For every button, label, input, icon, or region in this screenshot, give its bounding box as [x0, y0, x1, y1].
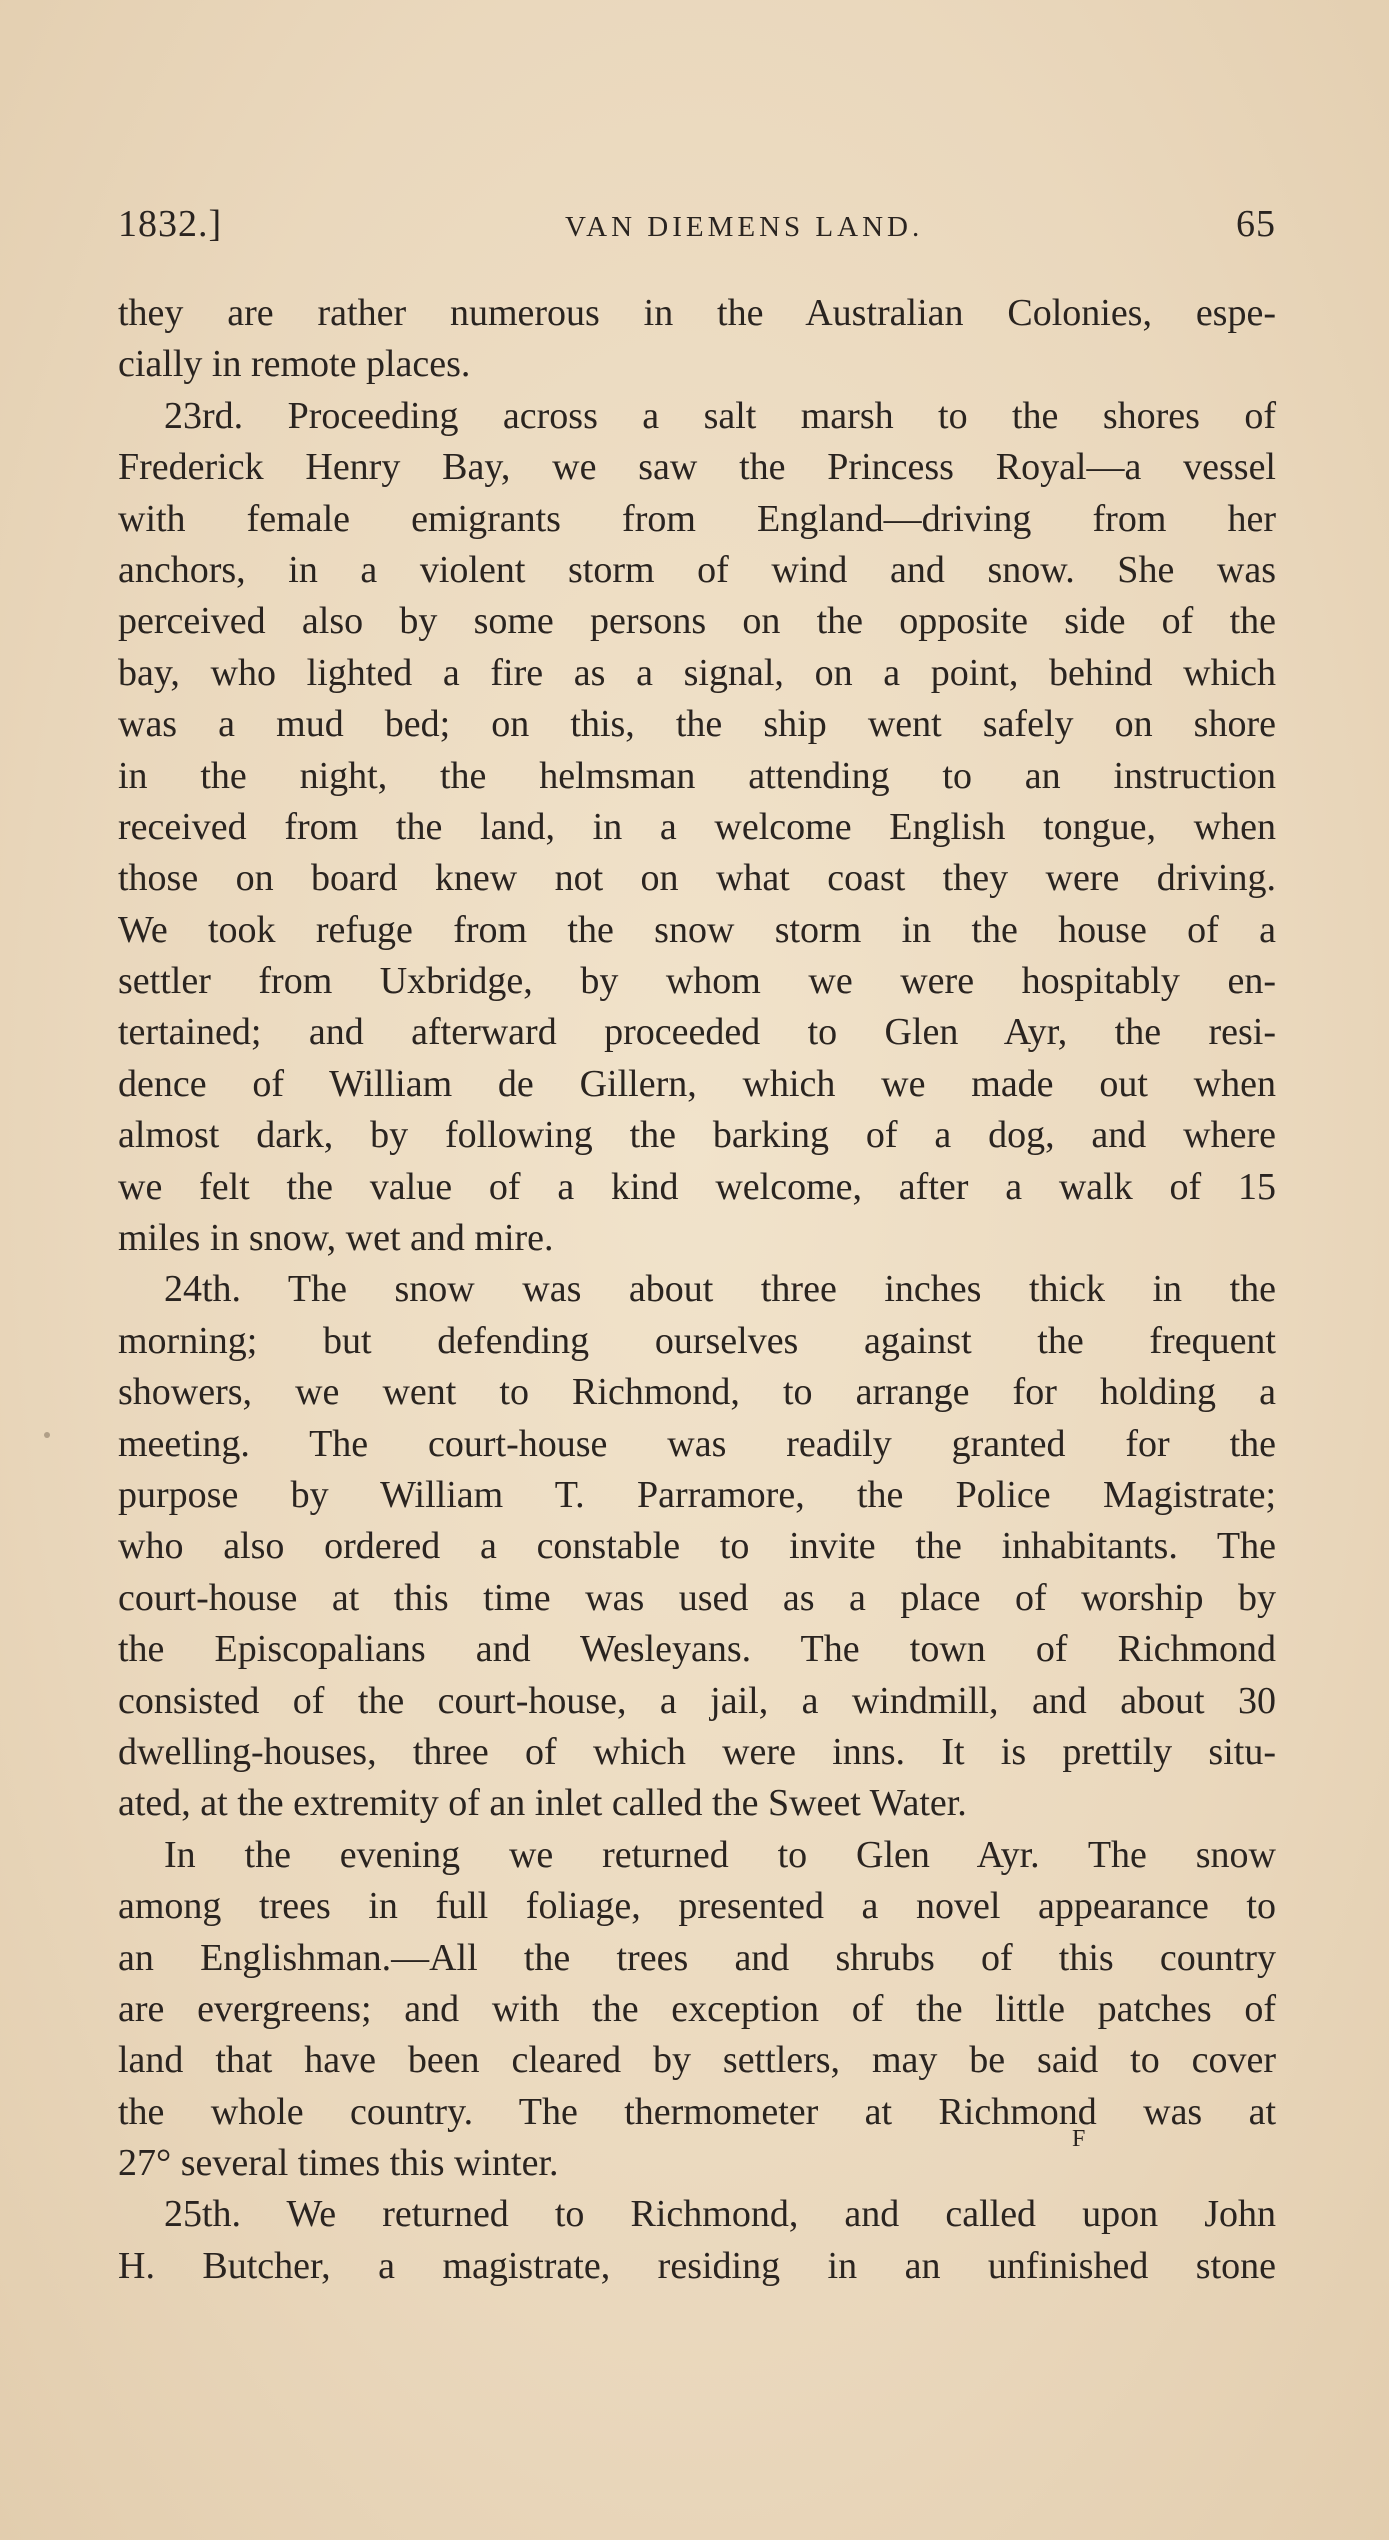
text-line: consisted of the court-house, a jail, a windmill, and about 30 — [118, 1679, 1276, 1722]
text-line: anchors, in a violent storm of wind and snow. She was — [118, 548, 1276, 591]
text-line: purpose by William T. Parramore, the Police Magistrate; — [118, 1473, 1276, 1516]
text-line: court-house at this time was used as a place of worship by — [118, 1576, 1276, 1619]
text-line: H. Butcher, a magistrate, residing in an unfinished stone — [118, 2244, 1276, 2287]
text-line: the whole country. The thermometer at Richmond was at — [118, 2090, 1276, 2133]
text-line: perceived also by some persons on the opposite side of the — [118, 600, 1276, 643]
signature-mark: F — [1072, 2126, 1087, 2152]
text-line: 23rd. Proceeding across a salt marsh to the shores of — [164, 394, 1276, 437]
text-line: almost dark, by following the barking of a dog, and where — [118, 1114, 1276, 1157]
paper-speck — [44, 1432, 50, 1438]
text-line: We took refuge from the snow storm in the house of a — [118, 908, 1276, 951]
text-line: who also ordered a constable to invite the inhabitants. The — [118, 1525, 1276, 1568]
text-line: bay, who lighted a fire as a signal, on a point, behind which — [118, 651, 1276, 694]
text-line: showers, we went to Richmond, to arrange for holding a — [118, 1371, 1276, 1414]
text-line: in the night, the helmsman attending to an instruction — [118, 754, 1276, 797]
text-line: tertained; and afterward proceeded to Glen Ayr, the resi- — [118, 1011, 1276, 1054]
text-line: are evergreens; and with the exception of the little patches of — [118, 1987, 1276, 2030]
text-line: land that have been cleared by settlers, may be said to cover — [118, 2039, 1276, 2082]
body-text — [118, 288, 1276, 2292]
text-line: those on board knew not on what coast they were driving. — [118, 857, 1276, 900]
text-line: 25th. We returned to Richmond, and called upon John — [164, 2193, 1276, 2236]
text-line: morning; but defending ourselves against the frequent — [118, 1319, 1276, 1362]
text-line: they are rather numerous in the Australian Colonies, espe- — [118, 292, 1276, 334]
text-line: settler from Uxbridge, by whom we were hospitably en- — [118, 960, 1276, 1003]
header-title: VAN DIEMENS LAND. — [564, 211, 924, 243]
text-line: ated, at the extremity of an inlet called the Sweet Water. — [118, 1782, 967, 1825]
text-line: received from the land, in a welcome English tongue, when — [118, 805, 1276, 848]
text-line: an Englishman.—All the trees and shrubs of this country — [118, 1936, 1276, 1979]
text-line: among trees in full foliage, presented a novel appearance to — [118, 1885, 1276, 1928]
text-line: with female emigrants from England—driving from her — [118, 497, 1276, 540]
page-number: 65 — [1236, 203, 1276, 245]
running-head — [118, 202, 1276, 258]
text-line: meeting. The court-house was readily granted for the — [118, 1422, 1276, 1465]
text-line: 27° several times this winter. — [118, 2142, 559, 2185]
text-line: miles in snow, wet and mire. — [118, 1217, 554, 1260]
text-line: we felt the value of a kind welcome, after a walk of 15 — [118, 1165, 1276, 1208]
header-date: 1832.] — [118, 203, 223, 245]
text-line: In the evening we returned to Glen Ayr. The snow — [164, 1833, 1276, 1876]
text-line: dwelling-houses, three of which were inns. It is prettily situ- — [118, 1730, 1276, 1773]
text-line: dence of William de Gillern, which we made out when — [118, 1062, 1276, 1105]
text-line: the Episcopalians and Wesleyans. The town of Richmond — [118, 1628, 1276, 1671]
text-line: Frederick Henry Bay, we saw the Princess Royal—a vessel — [118, 446, 1276, 489]
text-line: was a mud bed; on this, the ship went safely on shore — [118, 703, 1276, 746]
text-line: 24th. The snow was about three inches thick in the — [164, 1268, 1276, 1311]
text-line: cially in remote places. — [118, 343, 471, 386]
